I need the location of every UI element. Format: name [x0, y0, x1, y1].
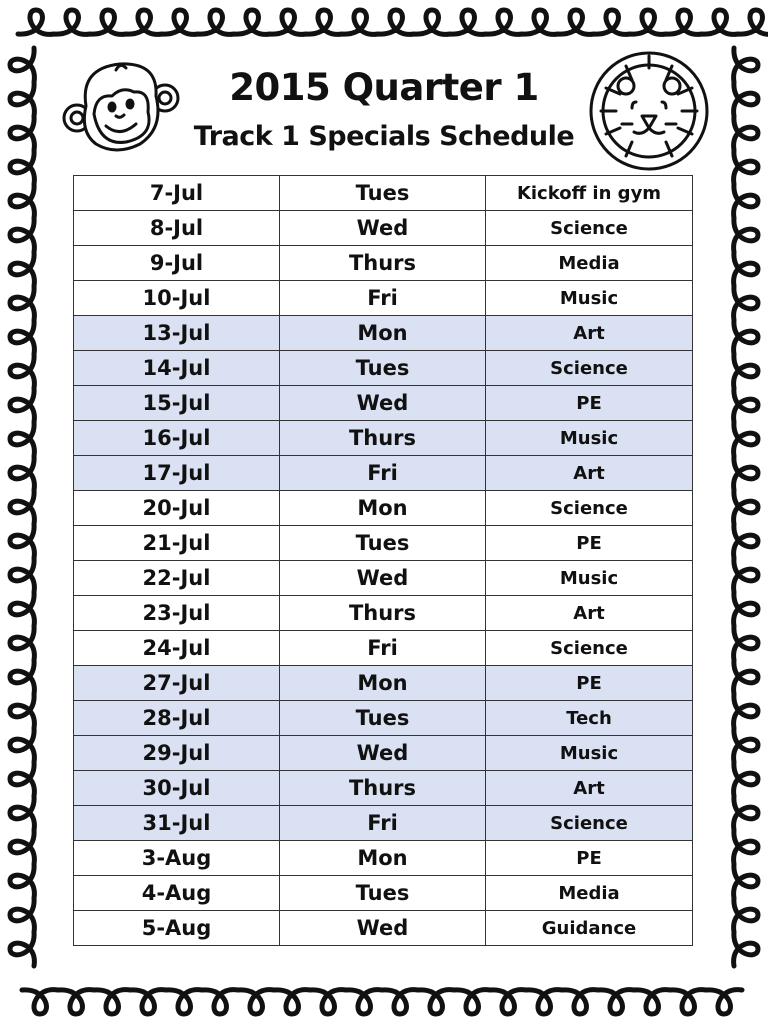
day-cell: Mon — [280, 666, 486, 701]
day-cell: Wed — [280, 211, 486, 246]
special-cell: Science — [486, 631, 693, 666]
table-row — [74, 316, 693, 351]
special-cell: Science — [486, 351, 693, 386]
date-cell: 9-Jul — [74, 246, 280, 281]
table-row — [74, 701, 693, 736]
special-cell: Science — [486, 211, 693, 246]
page-subtitle: Track 1 Specials Schedule — [193, 121, 575, 152]
day-cell: Fri — [280, 631, 486, 666]
day-cell: Fri — [280, 281, 486, 316]
date-cell: 15-Jul — [74, 386, 280, 421]
day-cell: Wed — [280, 386, 486, 421]
date-cell: 28-Jul — [74, 701, 280, 736]
special-cell: PE — [486, 386, 693, 421]
day-cell: Wed — [280, 736, 486, 771]
special-cell: Kickoff in gym — [486, 176, 693, 211]
table-row — [74, 246, 693, 281]
special-cell: Tech — [486, 701, 693, 736]
date-cell: 10-Jul — [74, 281, 280, 316]
special-cell: PE — [486, 526, 693, 561]
special-cell: Music — [486, 281, 693, 316]
day-cell: Tues — [280, 526, 486, 561]
special-cell: Art — [486, 596, 693, 631]
schedule-table-body — [74, 176, 693, 946]
special-cell: PE — [486, 666, 693, 701]
day-cell: Tues — [280, 876, 486, 911]
date-cell: 31-Jul — [74, 806, 280, 841]
border-loops — [18, 10, 768, 34]
special-cell: Music — [486, 561, 693, 596]
date-cell: 22-Jul — [74, 561, 280, 596]
table-row — [74, 771, 693, 806]
special-cell: Science — [486, 491, 693, 526]
table-row — [74, 631, 693, 666]
date-cell: 17-Jul — [74, 456, 280, 491]
special-cell: Media — [486, 876, 693, 911]
date-cell: 16-Jul — [74, 421, 280, 456]
day-cell: Tues — [280, 351, 486, 386]
special-cell: PE — [486, 841, 693, 876]
table-row — [74, 736, 693, 771]
special-cell: Art — [486, 456, 693, 491]
date-cell: 14-Jul — [74, 351, 280, 386]
table-row — [74, 211, 693, 246]
table-row — [74, 386, 693, 421]
date-cell: 4-Aug — [74, 876, 280, 911]
table-row — [74, 421, 693, 456]
special-cell: Art — [486, 316, 693, 351]
date-cell: 7-Jul — [74, 176, 280, 211]
special-cell: Art — [486, 771, 693, 806]
border-loops — [734, 48, 758, 966]
table-row — [74, 526, 693, 561]
table-row — [74, 596, 693, 631]
day-cell: Wed — [280, 561, 486, 596]
date-cell: 29-Jul — [74, 736, 280, 771]
table-row — [74, 666, 693, 701]
date-cell: 24-Jul — [74, 631, 280, 666]
day-cell: Wed — [280, 911, 486, 946]
table-row — [74, 176, 693, 211]
date-cell: 8-Jul — [74, 211, 280, 246]
table-row — [74, 841, 693, 876]
table-row — [74, 876, 693, 911]
day-cell: Thurs — [280, 596, 486, 631]
date-cell: 23-Jul — [74, 596, 280, 631]
special-cell: Guidance — [486, 911, 693, 946]
day-cell: Mon — [280, 841, 486, 876]
date-cell: 30-Jul — [74, 771, 280, 806]
table-row — [74, 561, 693, 596]
border-loops — [10, 48, 34, 966]
table-row — [74, 491, 693, 526]
date-cell: 21-Jul — [74, 526, 280, 561]
day-cell: Mon — [280, 491, 486, 526]
date-cell: 20-Jul — [74, 491, 280, 526]
table-row — [74, 281, 693, 316]
date-cell: 27-Jul — [74, 666, 280, 701]
day-cell: Thurs — [280, 246, 486, 281]
day-cell: Fri — [280, 806, 486, 841]
day-cell: Tues — [280, 701, 486, 736]
day-cell: Thurs — [280, 421, 486, 456]
table-row — [74, 351, 693, 386]
special-cell: Science — [486, 806, 693, 841]
day-cell: Tues — [280, 176, 486, 211]
special-cell: Media — [486, 246, 693, 281]
date-cell: 13-Jul — [74, 316, 280, 351]
table-row — [74, 456, 693, 491]
day-cell: Fri — [280, 456, 486, 491]
date-cell: 5-Aug — [74, 911, 280, 946]
specials-schedule-table — [73, 175, 693, 946]
border-loops — [22, 990, 742, 1014]
special-cell: Music — [486, 421, 693, 456]
day-cell: Mon — [280, 316, 486, 351]
special-cell: Music — [486, 736, 693, 771]
table-row — [74, 806, 693, 841]
day-cell: Thurs — [280, 771, 486, 806]
table-row — [74, 911, 693, 946]
date-cell: 3-Aug — [74, 841, 280, 876]
page-title: 2015 Quarter 1 — [229, 66, 539, 109]
